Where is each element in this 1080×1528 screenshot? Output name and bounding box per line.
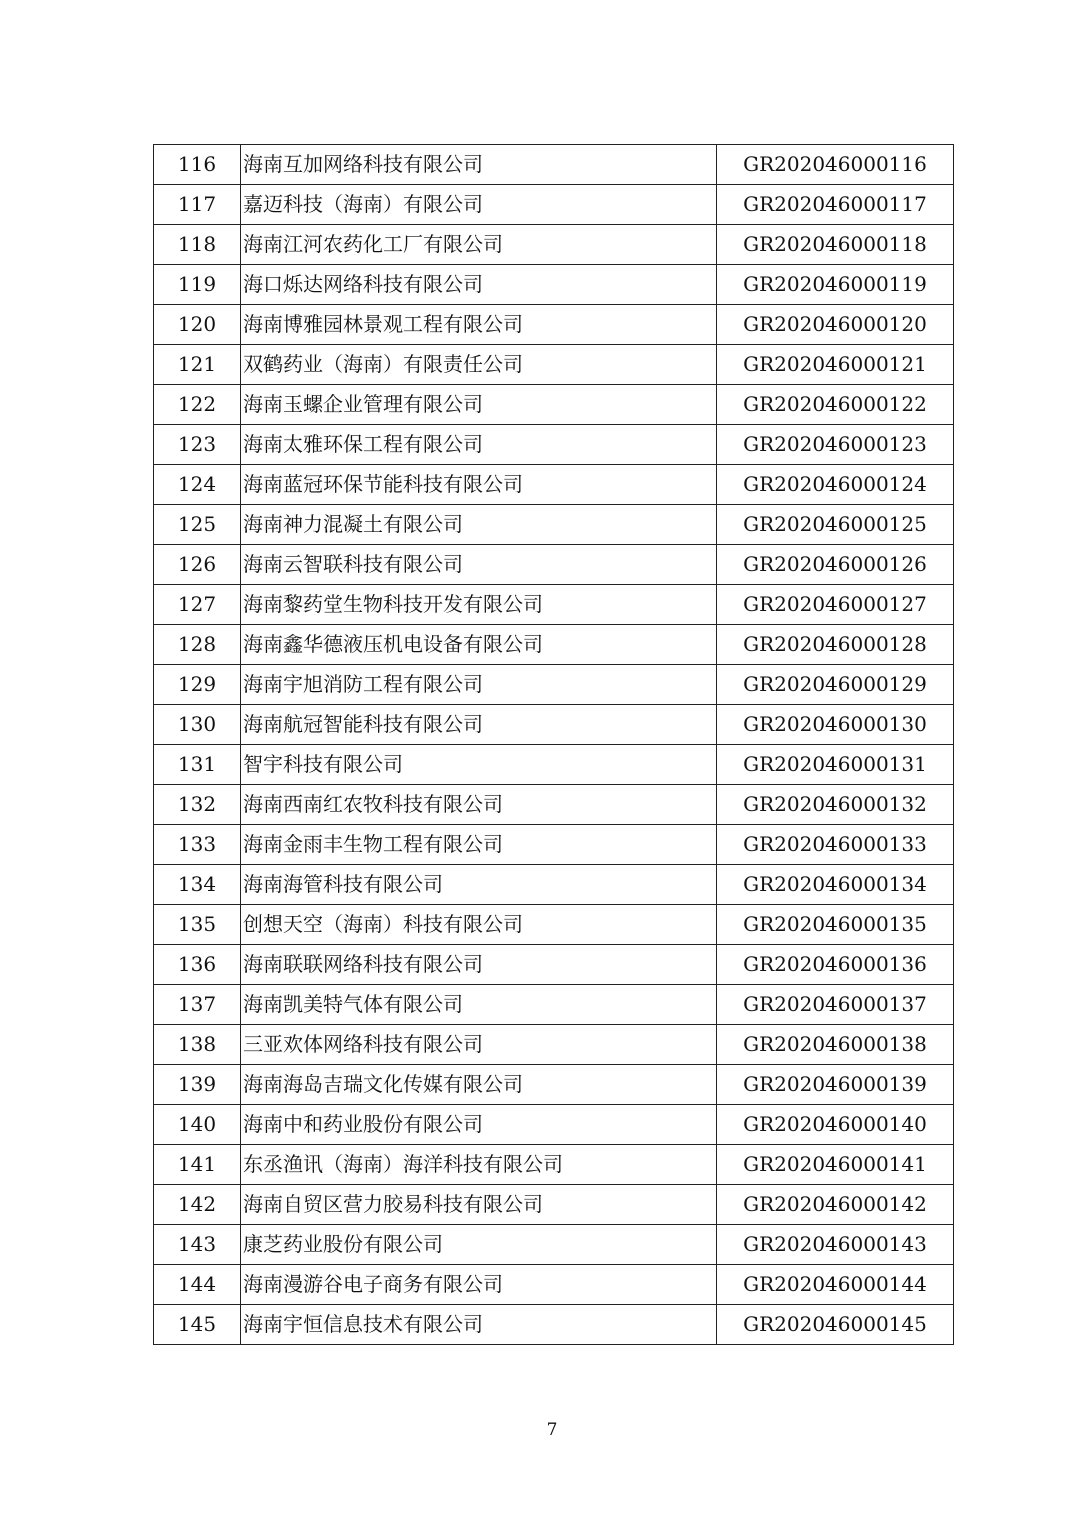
table-row (154, 1305, 954, 1345)
table-row (154, 185, 954, 225)
row-number-cell: 140 (154, 1105, 241, 1145)
certificate-code-cell: GR202046000123 (717, 425, 954, 465)
certificate-code-cell: GR202046000133 (717, 825, 954, 865)
certificate-code-cell: GR202046000118 (717, 225, 954, 265)
table-row (154, 825, 954, 865)
company-name-cell: 智宇科技有限公司 (241, 745, 717, 785)
table-row (154, 1025, 954, 1065)
table-row (154, 865, 954, 905)
company-name-cell: 海南蓝冠环保节能科技有限公司 (241, 465, 717, 505)
company-name-cell: 三亚欢体网络科技有限公司 (241, 1025, 717, 1065)
row-number-cell: 139 (154, 1065, 241, 1105)
table-row (154, 945, 954, 985)
table-row (154, 305, 954, 345)
table-row (154, 145, 954, 185)
certificate-code-cell: GR202046000120 (717, 305, 954, 345)
row-number-cell: 134 (154, 865, 241, 905)
row-number-cell: 126 (154, 545, 241, 585)
certificate-code-cell: GR202046000122 (717, 385, 954, 425)
company-name-cell: 海南宇恒信息技术有限公司 (241, 1305, 717, 1345)
table-row (154, 985, 954, 1025)
certificate-code-cell: GR202046000129 (717, 665, 954, 705)
certificate-code-cell: GR202046000124 (717, 465, 954, 505)
row-number-cell: 142 (154, 1185, 241, 1225)
table-row (154, 1185, 954, 1225)
company-name-cell: 海南海岛吉瑞文化传媒有限公司 (241, 1065, 717, 1105)
certificate-code-cell: GR202046000116 (717, 145, 954, 185)
certificate-code-cell: GR202046000121 (717, 345, 954, 385)
certificate-code-cell: GR202046000144 (717, 1265, 954, 1305)
row-number-cell: 121 (154, 345, 241, 385)
table-row (154, 545, 954, 585)
row-number-cell: 123 (154, 425, 241, 465)
certificate-code-cell: GR202046000142 (717, 1185, 954, 1225)
certificate-code-cell: GR202046000143 (717, 1225, 954, 1265)
company-name-cell: 海南海管科技有限公司 (241, 865, 717, 905)
company-name-cell: 海南博雅园林景观工程有限公司 (241, 305, 717, 345)
certificate-code-cell: GR202046000139 (717, 1065, 954, 1105)
certificate-code-cell: GR202046000131 (717, 745, 954, 785)
table-row (154, 905, 954, 945)
certificate-code-cell: GR202046000135 (717, 905, 954, 945)
company-name-cell: 海南航冠智能科技有限公司 (241, 705, 717, 745)
row-number-cell: 138 (154, 1025, 241, 1065)
company-table (153, 144, 954, 1345)
table-row (154, 785, 954, 825)
table-row (154, 625, 954, 665)
company-name-cell: 海南玉螺企业管理有限公司 (241, 385, 717, 425)
certificate-code-cell: GR202046000132 (717, 785, 954, 825)
certificate-code-cell: GR202046000134 (717, 865, 954, 905)
company-name-cell: 双鹤药业（海南）有限责任公司 (241, 345, 717, 385)
company-name-cell: 东丞渔讯（海南）海洋科技有限公司 (241, 1145, 717, 1185)
table-row (154, 225, 954, 265)
company-name-cell: 海南太雅环保工程有限公司 (241, 425, 717, 465)
company-name-cell: 海南凯美特气体有限公司 (241, 985, 717, 1025)
row-number-cell: 118 (154, 225, 241, 265)
table-row (154, 745, 954, 785)
row-number-cell: 125 (154, 505, 241, 545)
table-row (154, 1105, 954, 1145)
table-row (154, 585, 954, 625)
certificate-code-cell: GR202046000126 (717, 545, 954, 585)
row-number-cell: 129 (154, 665, 241, 705)
company-name-cell: 海南江河农药化工厂有限公司 (241, 225, 717, 265)
table-row (154, 265, 954, 305)
row-number-cell: 122 (154, 385, 241, 425)
row-number-cell: 128 (154, 625, 241, 665)
company-name-cell: 海南金雨丰生物工程有限公司 (241, 825, 717, 865)
row-number-cell: 119 (154, 265, 241, 305)
row-number-cell: 143 (154, 1225, 241, 1265)
company-name-cell: 创想天空（海南）科技有限公司 (241, 905, 717, 945)
row-number-cell: 135 (154, 905, 241, 945)
company-name-cell: 海南中和药业股份有限公司 (241, 1105, 717, 1145)
row-number-cell: 117 (154, 185, 241, 225)
row-number-cell: 120 (154, 305, 241, 345)
certificate-code-cell: GR202046000127 (717, 585, 954, 625)
table-row (154, 385, 954, 425)
row-number-cell: 132 (154, 785, 241, 825)
row-number-cell: 137 (154, 985, 241, 1025)
table-row (154, 465, 954, 505)
company-name-cell: 海南互加网络科技有限公司 (241, 145, 717, 185)
certificate-code-cell: GR202046000145 (717, 1305, 954, 1345)
row-number-cell: 145 (154, 1305, 241, 1345)
certificate-code-cell: GR202046000117 (717, 185, 954, 225)
row-number-cell: 127 (154, 585, 241, 625)
table-row (154, 665, 954, 705)
table-row (154, 1145, 954, 1185)
table-row (154, 1065, 954, 1105)
page-number: 7 (546, 1420, 558, 1440)
company-name-cell: 海南鑫华德液压机电设备有限公司 (241, 625, 717, 665)
certificate-code-cell: GR202046000130 (717, 705, 954, 745)
certificate-code-cell: GR202046000141 (717, 1145, 954, 1185)
row-number-cell: 136 (154, 945, 241, 985)
certificate-code-cell: GR202046000119 (717, 265, 954, 305)
table-body (154, 145, 954, 1345)
certificate-code-cell: GR202046000140 (717, 1105, 954, 1145)
company-name-cell: 海南漫游谷电子商务有限公司 (241, 1265, 717, 1305)
table-row (154, 425, 954, 465)
certificate-code-cell: GR202046000137 (717, 985, 954, 1025)
row-number-cell: 141 (154, 1145, 241, 1185)
table-row (154, 1225, 954, 1265)
certificate-code-cell: GR202046000128 (717, 625, 954, 665)
company-name-cell: 海南云智联科技有限公司 (241, 545, 717, 585)
table-row (154, 1265, 954, 1305)
table-row (154, 345, 954, 385)
company-name-cell: 海南黎药堂生物科技开发有限公司 (241, 585, 717, 625)
certificate-code-cell: GR202046000125 (717, 505, 954, 545)
company-name-cell: 海口烁达网络科技有限公司 (241, 265, 717, 305)
row-number-cell: 131 (154, 745, 241, 785)
row-number-cell: 124 (154, 465, 241, 505)
company-name-cell: 嘉迈科技（海南）有限公司 (241, 185, 717, 225)
company-name-cell: 海南自贸区营力胶易科技有限公司 (241, 1185, 717, 1225)
company-name-cell: 海南联联网络科技有限公司 (241, 945, 717, 985)
row-number-cell: 116 (154, 145, 241, 185)
company-name-cell: 康芝药业股份有限公司 (241, 1225, 717, 1265)
row-number-cell: 130 (154, 705, 241, 745)
certificate-code-cell: GR202046000138 (717, 1025, 954, 1065)
row-number-cell: 133 (154, 825, 241, 865)
company-name-cell: 海南宇旭消防工程有限公司 (241, 665, 717, 705)
certificate-code-cell: GR202046000136 (717, 945, 954, 985)
row-number-cell: 144 (154, 1265, 241, 1305)
table-row (154, 705, 954, 745)
table-row (154, 505, 954, 545)
company-name-cell: 海南神力混凝土有限公司 (241, 505, 717, 545)
company-name-cell: 海南西南红农牧科技有限公司 (241, 785, 717, 825)
